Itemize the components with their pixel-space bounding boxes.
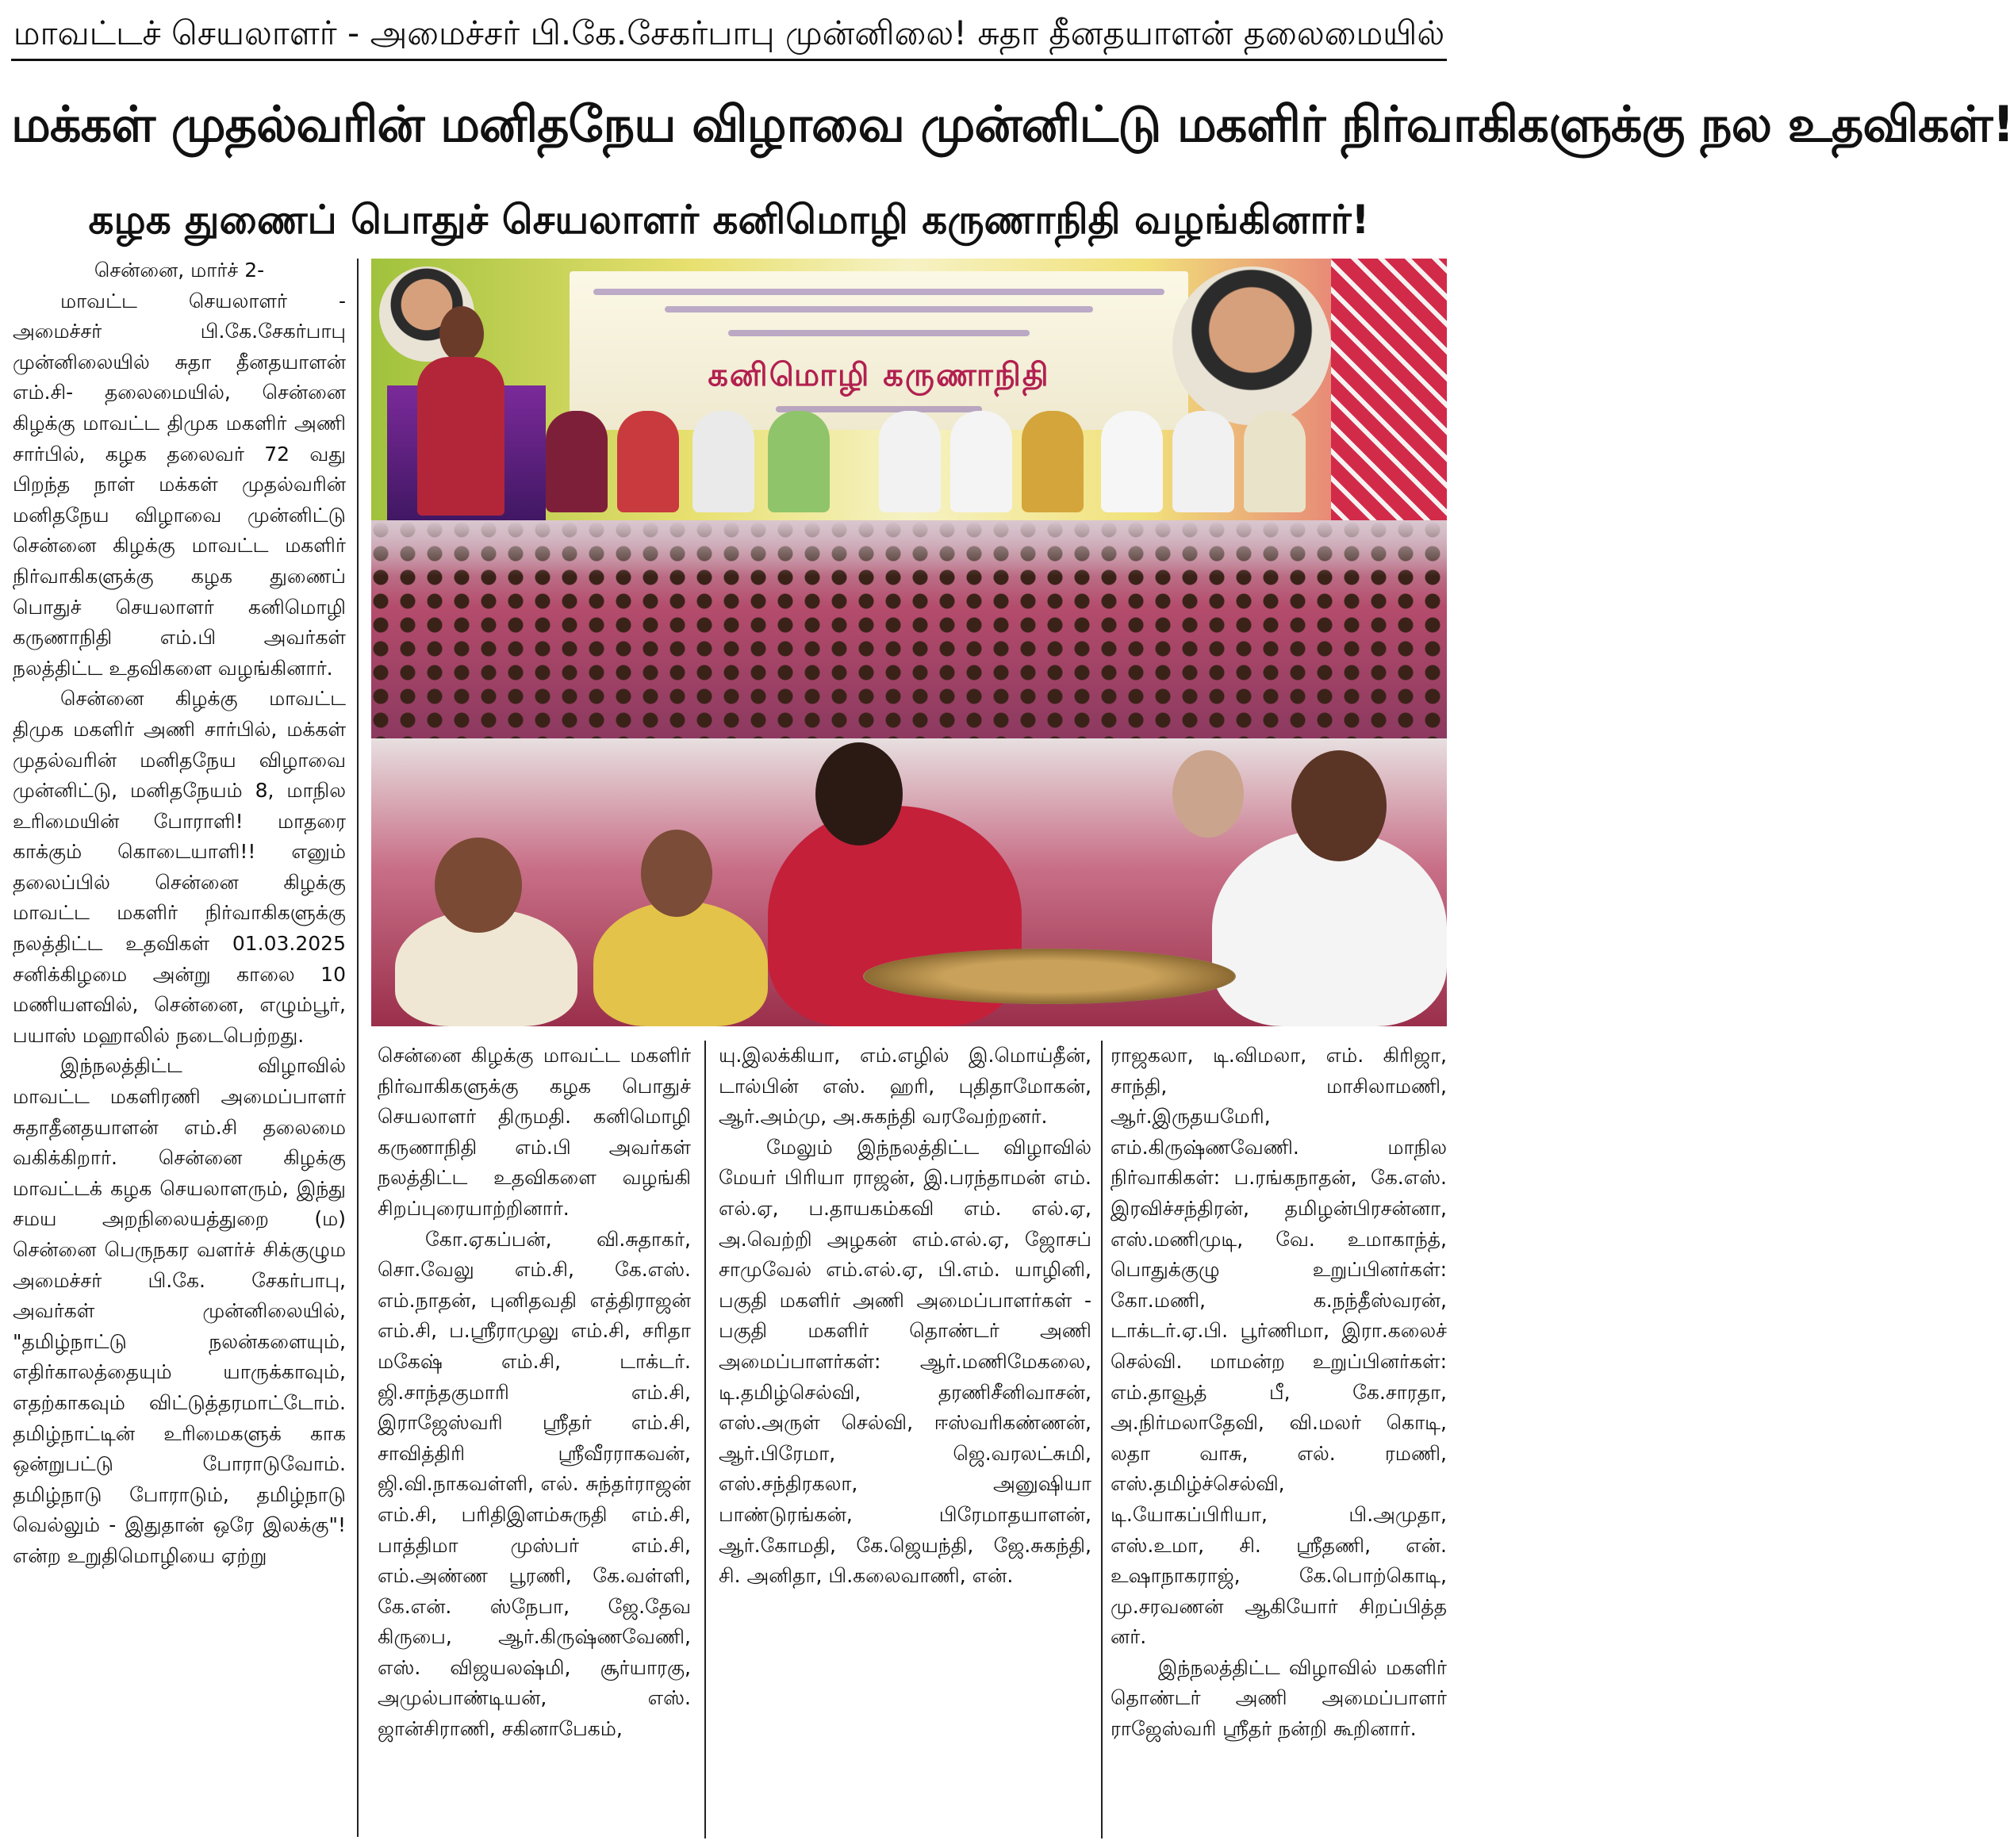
paragraph: மேலும் இந்நலத்திட்ட விழாவில் மேயர் பிரியா ராஜன், இ.பரந்தாமன் எம். எல்.ஏ, ப.தாயகம்கவி எம். எல்.ஏ, அ.வெற்றி அழகன் எம்.எல்.ஏ, ஜோசப் சாமுவேல் எம்.எல்.ஏ, பி.எம். யாழினி, பகுதி மகளிர் அணி அமைப்பாளர்கள் - பகுதி மகளிர் தொண்டர் அணி அமைப்பாளர்கள்: ஆர்.மணிமேகலை, டி.தமிழ்செல்வி, தரணிசீனிவாசன், எஸ்.அருள் செல்வி, ஈஸ்வரிகண்ணன், ஆர்.பிரேமா, ஜெ.வரலட்சுமி, எஸ்.சந்திரகலா, அனுஷியா பாண்டுரங்கன், பிரேமாதயாளன், ஆர்.கோமதி, கே.ஜெயந்தி, ஜே.சுகந்தி, சி. அனிதா, பி.கலைவாணி, என். [719,1135,1091,1588]
event-photo [371,259,1447,1026]
speaker [400,306,527,544]
article-column-3 [719,1041,1091,1838]
column-rule [1101,1041,1103,1838]
article-column-1 [13,255,346,1838]
attendee-yellow-top [593,901,768,1026]
banner-text-line [728,330,1030,336]
face [1172,750,1244,838]
face [1291,750,1387,861]
face [815,742,903,845]
banner-title: கனிமொழி கருணாநிதி [708,357,1050,393]
guest [1101,411,1163,512]
subheadline: கழக துணைப் பொதுச் செயலாளர் கனிமொழி கருணாநிதி வழங்கினார்! [88,197,1370,243]
guest [546,411,608,512]
guest [1172,411,1234,512]
guest [768,411,830,512]
column-rule [704,1041,706,1838]
guest [1244,411,1306,512]
paragraph: கோ.ஏகப்பன், வி.சுதாகர், சொ.வேலு எம்.சி, கே.எஸ். எம்.நாதன், புனிதவதி எத்திராஜன் எம்.சி, ப.ஸ்ரீராமுலு எம்.சி, சரிதா மகேஷ் எம்.சி, டாக்டர். ஜி.சாந்தகுமாரி எம்.சி, இராஜேஸ்வரி ஸ்ரீதர் எம்.சி, சாவித்திரி ஸ்ரீவீரராகவன், ஜி.வி.நாகவள்ளி, எல். சுந்தர்ராஜன் எம்.சி, பரிதிஇளம்சுருதி எம்.சி, பாத்திமா முஸ்பர் எம்.சி, எம்.அண்ண பூரணி, கே.வள்ளி, கே.என். ஸ்நேபா, ஜே.தேவ கிருபை, ஆர்.கிருஷ்ணவேணி, எஸ். விஜயலஷ்மி, சூர்யாரகு, அமுல்பாண்டியன், எஸ். ஜான்சிராணி, சகினாபேகம், [378,1227,691,1741]
face [641,830,712,917]
banner-text-line [665,306,1093,312]
paragraph: ராஜகலா, டி.விமலா, எம். கிரிஜா, சாந்தி, மாசிலாமணி, ஆர்.இருதயமேரி, எம்.கிருஷ்ணவேணி. மாநில நிர்வாகிகள்: ப.ரங்கநாதன், கே.எஸ். இரவிச்சந்திரன், தமிழன்பிரசன்னா, எஸ்.மணிமுடி, வே. உமாகாந்த், பொதுக்குழு உறுப்பினர்கள்: கோ.மணி, க.நந்தீஸ்வரன், டாக்டர்.ஏ.பி. பூர்ணிமா, இரா.கலைச் செல்வி. மாமன்ற உறுப்பினர்கள்: எம்.தாவூத் பீ, கே.சாரதா, அ.நிர்மலாதேவி, வி.மலர் கொடி, லதா வாசு, எல். ரமணி, எஸ்.தமிழ்ச்செல்வி, டி.யோகப்பிரியா, பி.அமுதா, எஸ்.உமா, சி. ஸ்ரீதணி, என். உஷாநாகராஜ், கே.பொற்கொடி, மு.சரவணன் ஆகியோர் சிறப்பித்த னர். [1111,1044,1447,1649]
column-rule [357,259,359,1837]
speaker-head [439,306,484,362]
banner-text-line [593,289,1164,295]
guest [617,411,679,512]
paragraph: சென்னை கிழக்கு மாவட்ட திமுக மகளிர் அணி சார்பில், மக்கள் முதல்வரின் மனிதநேய விழாவை முன்னிட்டு, மனிதநேயம் 8, மாநில உரிமையின் போராளி! மாதரை காக்கும் கொடையாளி!! எனும் தலைப்பில் சென்னை கிழக்கு மாவட்ட மகளிர் நிர்வாகிகளுக்கு நலத்திட்ட உதவிகள் 01.03.2025 சனிக்கிழமை அன்று காலை 10 மணியளவில், சென்னை, எழும்பூர், பயாஸ் மஹாலில் நடைபெற்றது. [13,687,346,1047]
guest [692,411,754,512]
dateline: சென்னை, மார்ச் 2- [94,259,265,282]
guest [1022,411,1084,512]
paragraph: மாவட்ட செயலாளர் - அமைச்சர் பி.கே.சேகர்பாபு முன்னிலையில் சுதா தீனதயாளன் எம்.சி- தலைமையில், சென்னை கிழக்கு மாவட்ட திமுக மகளிர் அணி சார்பில், கழக தலைவர் 72 வது பிறந்த நாள் மக்கள் முதல்வரின் மனிதநேய விழாவை முன்னிட்டு சென்னை கிழக்கு மாவட்ட மகளிர் நிர்வாகிகளுக்கு கழக துணைப் பொதுச் செயலாளர் கனிமொழி கருணாநிதி எம்.பி அவர்கள் நலத்திட்ட உதவிகளை வழங்கினார். [13,289,346,680]
decorative-flag-banner [1331,259,1447,528]
paragraph: யு.இலக்கியா, எம்.எழில் இ.மொய்தீன், டால்பின் எஸ். ஹரி, புதிதாமோகன், ஆர்.அம்மு, அ.சுகந்தி வரவேற்றனர். [719,1044,1091,1129]
stage-guests [546,393,1339,512]
speaker-saree [417,357,504,516]
paragraph: இந்நலத்திட்ட விழாவில் மாவட்ட மகளிரணி அமைப்பாளர் சுதாதீனதயாளன் எம்.சி தலைமை வகிக்கிறார். சென்னை கிழக்கு மாவட்டக் கழக செயலாளரும், இந்து சமய அறநிலையத்துறை (ம) சென்னை பெருநகர வளர்ச் சிக்குழும அமைச்சர் பி.கே. சேகர்பாபு, அவர்கள் முன்னிலையில், "தமிழ்நாட்டு நலன்களையும், எதிர்காலத்தையும் யாருக்காவும், எதற்காகவும் விட்டுத்தரமாட்டோம். தமிழ்நாட்டின் உரிமைகளுக் காக ஒன்றுபட்டு போராடுவோம். தமிழ்நாடு போராடும், தமிழ்நாடு வெல்லும் - இதுதான் ஒரே இலக்கு"! என்ற உறுதிமொழியை ஏற்று [13,1054,346,1567]
audience-haze [371,520,1447,576]
headline: மக்கள் முதல்வரின் மனிதநேய விழாவை முன்னிட்டு மகளிர் நிர்வாகிகளுக்கு நல உதவிகள்! [11,95,2014,153]
paragraph: இந்நலத்திட்ட விழாவில் மகளிர் தொண்டர் அணி அமைப்பாளர் ராஜேஸ்வரி ஸ்ரீதர் நன்றி கூறினார். [1111,1655,1447,1741]
face [435,838,522,933]
article-column-2 [378,1041,691,1838]
food-tray [863,949,1236,1004]
kicker-line: மாவட்டச் செயலாளர் - அமைச்சர் பி.கே.சேகர்பாபு முன்னிலை! சுதா தீனதயாளன் தலைமையில் [11,8,1447,61]
guest [950,411,1012,512]
article-column-4 [1111,1041,1447,1838]
guest [879,411,941,512]
paragraph: சென்னை கிழக்கு மாவட்ட மகளிர் நிர்வாகிகளுக்கு கழக பொதுச் செயலாளர் திருமதி. கனிமொழி கருணாநிதி எம்.பி அவர்கள் நலத்திட்ட உதவிகளை வழங்கி சிறப்புரையாற்றினார். [378,1044,691,1220]
